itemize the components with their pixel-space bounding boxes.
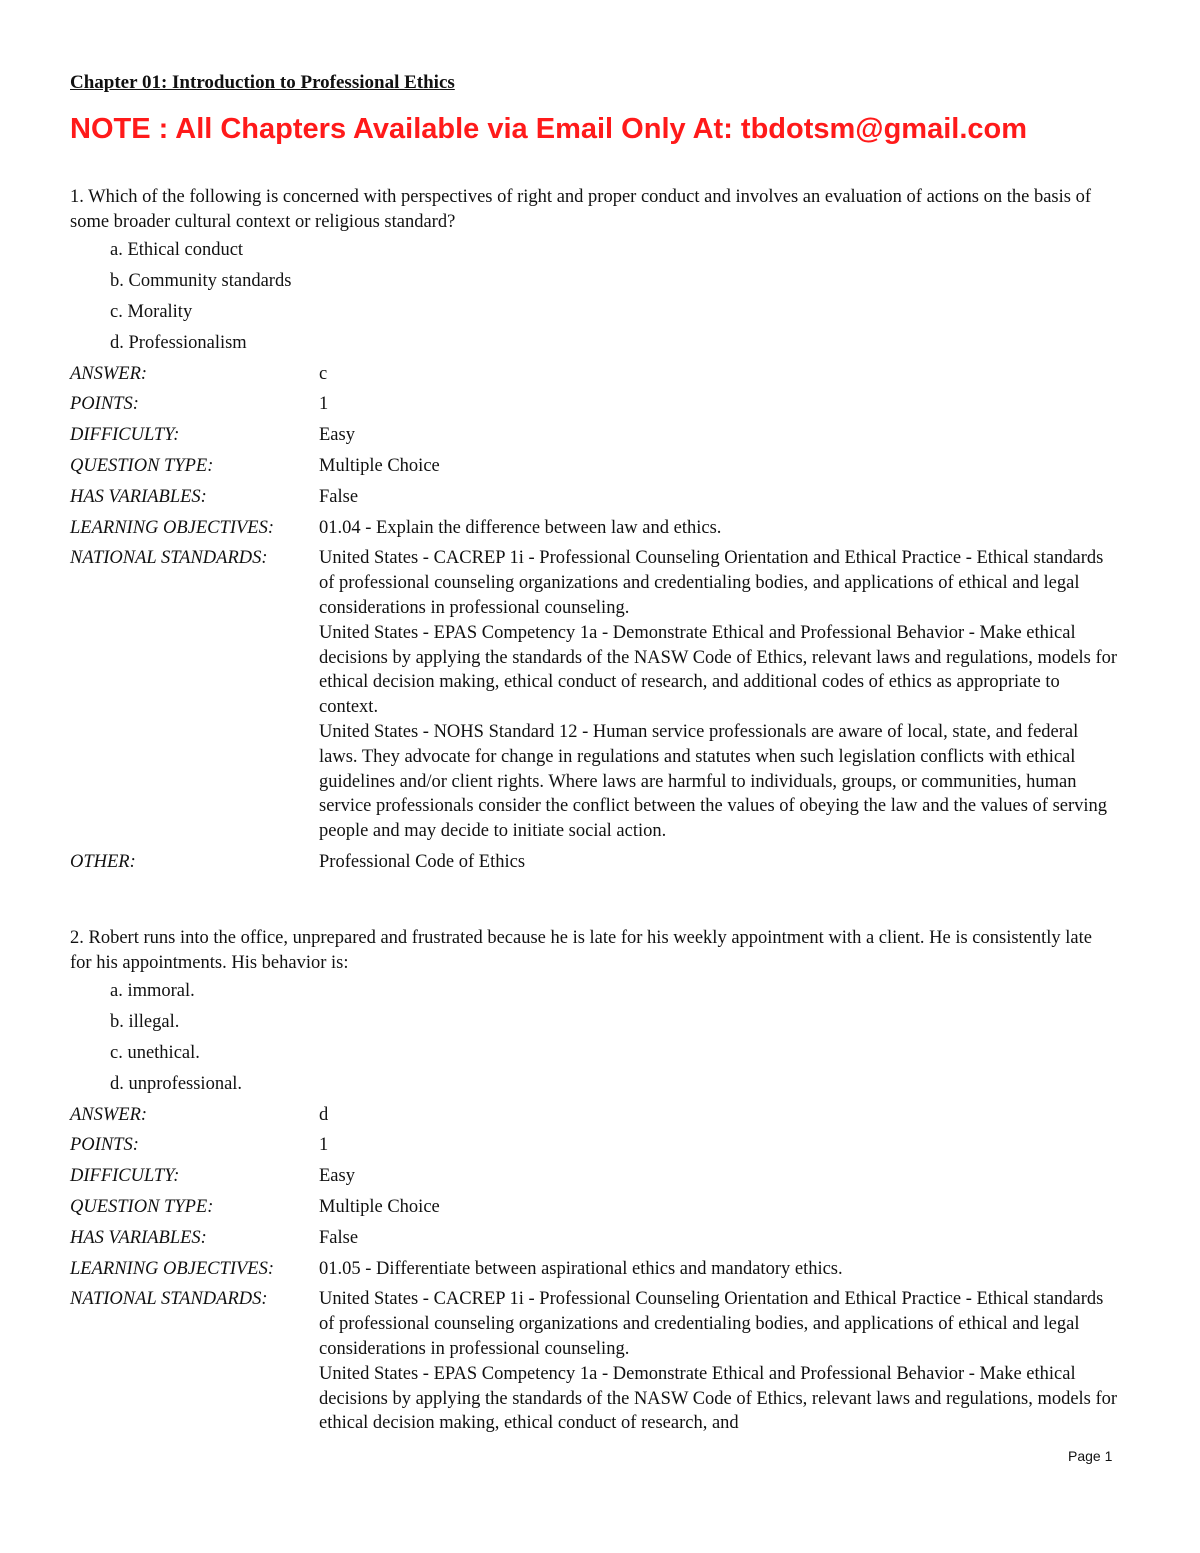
answer-label: ANSWER:: [70, 1104, 148, 1125]
learning-objectives-label: LEARNING OBJECTIVES:: [70, 517, 274, 538]
points-value: 1: [319, 1135, 329, 1156]
page-number: Page 1: [1068, 1448, 1113, 1464]
option-a: a. Ethical conduct: [110, 239, 244, 260]
learning-objectives-value: 01.04 - Explain the difference between law and ethics.: [319, 517, 722, 538]
difficulty-label: DIFFICULTY:: [70, 1166, 180, 1187]
question-stem: 2. Robert runs into the office, unprepared and frustrated because he is late for his weekly appointment with a client. He is consistently late for his appointments. His behavior is:: [70, 928, 1092, 973]
answer-options: [70, 235, 1130, 359]
learning-objectives-label: LEARNING OBJECTIVES:: [70, 1258, 274, 1279]
has-variables-label: HAS VARIABLES:: [70, 486, 207, 507]
question-2: [70, 926, 1130, 1439]
answer-value: c: [319, 363, 328, 384]
option-c: c. Morality: [110, 301, 193, 322]
standard-nohs: United States - NOHS Standard 12 - Human service professionals are aware of local, state, and federal laws. They advocate for change in regulations and statutes when such legislation conflicts with ethical guidelines and/or client rights. Where laws are harmful to individuals, groups, or communities, human service professionals consider the conflict between the values of obeying the law and the values of serving people and may decide to initiate social action.: [319, 721, 1108, 842]
learning-objectives-value: 01.05 - Differentiate between aspirational ethics and mandatory ethics.: [319, 1258, 843, 1279]
question-metadata: [70, 359, 1130, 878]
difficulty-value: Easy: [319, 1166, 355, 1187]
has-variables-value: False: [319, 1227, 359, 1248]
points-label: POINTS:: [70, 394, 139, 415]
other-value: Professional Code of Ethics: [319, 851, 526, 872]
question-metadata: [70, 1100, 1130, 1440]
option-c: c. unethical.: [110, 1042, 200, 1063]
question-stem: 1. Which of the following is concerned with perspectives of right and proper conduct and involves an evaluation of actions on the basis of some broader cultural context or religious standard?: [70, 187, 1091, 232]
points-value: 1: [319, 394, 329, 415]
option-a: a. immoral.: [110, 980, 195, 1001]
standard-epas: United States - EPAS Competency 1a - Demonstrate Ethical and Professional Behavior - Make ethical decisions by applying the standards of the NASW Code of Ethics, relevant laws and regulations, models for ethical decision making, ethical conduct of research, and: [319, 1363, 1118, 1434]
difficulty-value: Easy: [319, 425, 355, 446]
chapter-title: Chapter 01: Introduction to Professional Ethics: [70, 72, 455, 93]
question-type-value: Multiple Choice: [319, 455, 440, 476]
points-label: POINTS:: [70, 1135, 139, 1156]
has-variables-label: HAS VARIABLES:: [70, 1227, 207, 1248]
option-b: b. Community standards: [110, 270, 292, 291]
standard-cacrep: United States - CACREP 1i - Professional Counseling Orientation and Ethical Practice - Ethical standards of professional counseling organizations and credentialing bodies, and applications of ethical and legal considerations in professional counseling.: [319, 1289, 1104, 1359]
option-d: d. Professionalism: [110, 332, 247, 353]
other-label: OTHER:: [70, 851, 136, 872]
question-1: [70, 185, 1130, 878]
question-type-label: QUESTION TYPE:: [70, 455, 214, 476]
answer-label: ANSWER:: [70, 363, 148, 384]
national-standards-label: NATIONAL STANDARDS:: [70, 1289, 268, 1310]
difficulty-label: DIFFICULTY:: [70, 425, 180, 446]
answer-options: [70, 976, 1130, 1100]
national-standards-label: NATIONAL STANDARDS:: [70, 548, 268, 569]
answer-value: d: [319, 1104, 329, 1125]
option-d: d. unprofessional.: [110, 1073, 243, 1094]
email-note: NOTE : All Chapters Available via Email Only At: tbdotsm@gmail.com: [70, 113, 1027, 145]
standard-cacrep: United States - CACREP 1i - Professional Counseling Orientation and Ethical Practice - Ethical standards of professional counseling organizations and credentialing bodies, and applications of ethical and legal considerations in professional counseling.: [319, 548, 1104, 618]
national-standards-value: [319, 1284, 1119, 1439]
has-variables-value: False: [319, 486, 359, 507]
question-type-label: QUESTION TYPE:: [70, 1196, 214, 1217]
question-type-value: Multiple Choice: [319, 1196, 440, 1217]
national-standards-value: [319, 543, 1119, 847]
option-b: b. illegal.: [110, 1011, 180, 1032]
standard-epas: United States - EPAS Competency 1a - Demonstrate Ethical and Professional Behavior - Make ethical decisions by applying the standards of the NASW Code of Ethics, relevant laws and regulations, models for ethical decision making, ethical conduct of research, and additional codes of ethics as appropriate to context.: [319, 622, 1118, 718]
